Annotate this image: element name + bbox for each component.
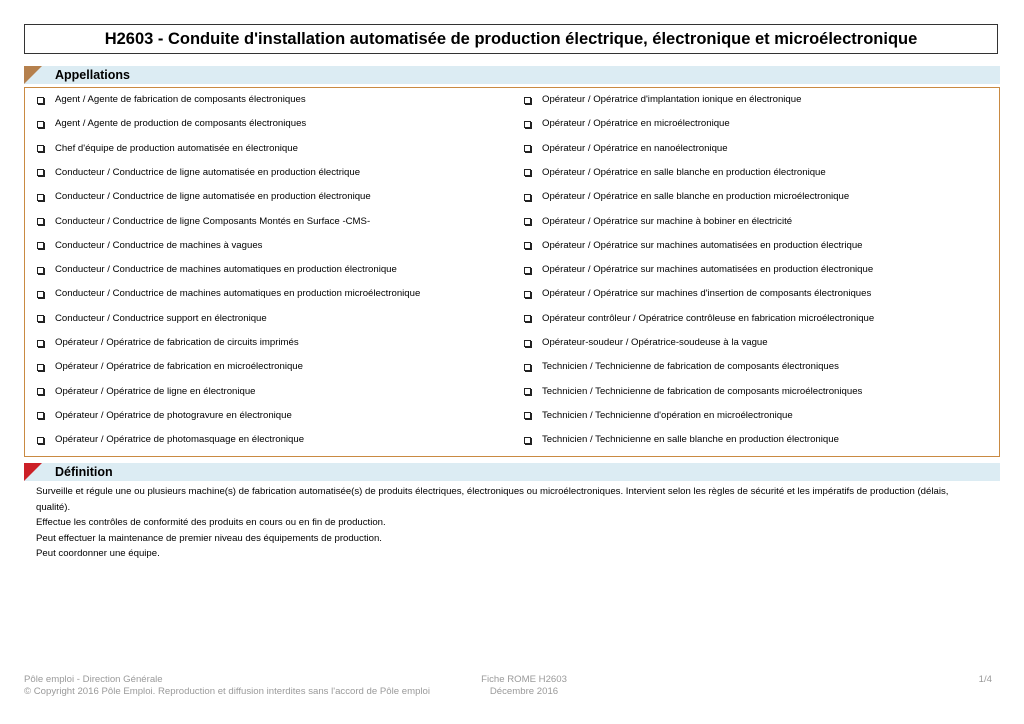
- checkbox-icon: [524, 218, 531, 225]
- appellation-label: Conducteur / Conductrice support en électronique: [55, 312, 267, 324]
- appellation-label: Opérateur / Opératrice sur machine à bobiner en électricité: [542, 215, 793, 227]
- checkbox-icon: [37, 242, 44, 249]
- checkbox-icon: [524, 340, 531, 347]
- appellation-label: Opérateur / Opératrice en salle blanche en production électronique: [542, 166, 826, 178]
- footer-center: [440, 674, 608, 697]
- appellation-label: Technicien / Technicienne de fabrication de composants microélectroniques: [542, 385, 863, 397]
- footer-copyright: © Copyright 2016 Pôle Emploi. Reproduction et diffusion interdites sans l'accord de Pôle emploi: [24, 685, 431, 697]
- appellation-label: Opérateur / Opératrice en salle blanche en production microélectronique: [542, 191, 850, 203]
- checkbox-icon: [524, 97, 531, 104]
- checkbox-icon: [37, 340, 44, 347]
- appellation-label: Chef d'équipe de production automatisée en électronique: [55, 142, 298, 154]
- checkbox-icon: [37, 364, 44, 371]
- appellations-heading: Appellations: [55, 68, 131, 82]
- appellation-label: Opérateur / Opératrice sur machines automatisées en production électronique: [542, 264, 874, 276]
- appellations-header: [24, 66, 1000, 84]
- definition-paragraph: Peut effectuer la maintenance de premier niveau des équipements de production.: [36, 532, 382, 544]
- footer-date: Décembre 2016: [489, 685, 559, 697]
- appellation-label: Opérateur / Opératrice de ligne en électronique: [55, 385, 256, 397]
- appellation-label: Conducteur / Conductrice de ligne automatisée en production électrique: [55, 166, 361, 178]
- checkbox-icon: [37, 267, 44, 274]
- checkbox-icon: [37, 291, 44, 298]
- definition-paragraph: Peut coordonner une équipe.: [36, 548, 160, 559]
- checkbox-icon: [37, 218, 44, 225]
- appellation-label: Agent / Agente de production de composants électroniques: [55, 118, 307, 130]
- appellation-label: Technicien / Technicienne d'opération en microélectronique: [542, 409, 793, 421]
- checkbox-icon: [524, 388, 531, 395]
- appellation-label: Opérateur / Opératrice de photogravure en électronique: [55, 409, 292, 421]
- definition-paragraph: Effectue les contrôles de conformité des produits en cours ou en fin de production.: [36, 517, 386, 528]
- appellation-label: Conducteur / Conductrice de ligne automatisée en production électronique: [55, 191, 371, 203]
- checkbox-icon: [37, 194, 44, 201]
- checkbox-icon: [37, 315, 44, 322]
- checkbox-icon: [37, 97, 44, 104]
- checkbox-icon: [37, 145, 44, 152]
- checkbox-icon: [524, 121, 531, 128]
- checkbox-icon: [524, 437, 531, 444]
- definition-header: [24, 463, 1000, 481]
- checkbox-icon: [37, 121, 44, 128]
- appellation-label: Conducteur / Conductrice de ligne Composants Montés en Surface -CMS-: [55, 215, 371, 227]
- checkbox-icon: [37, 437, 44, 444]
- checkbox-icon: [524, 145, 531, 152]
- checkbox-icon: [524, 364, 531, 371]
- appellation-label: Conducteur / Conductrice de machines automatiques en production électronique: [55, 264, 397, 276]
- checkbox-icon: [524, 291, 531, 298]
- definition-paragraph: Surveille et régule une ou plusieurs machine(s) de fabrication automatisée(s) de produits électriques, électroniques ou microélectroniques. Intervient selon les règles de sécurité et les impératifs de production (délais, qualité).: [36, 486, 949, 513]
- appellations-list: [24, 87, 1000, 457]
- checkbox-icon: [37, 388, 44, 395]
- footer-page-number: 1/4: [978, 674, 992, 685]
- appellation-label: Opérateur / Opératrice sur machines automatisées en production électrique: [542, 239, 863, 251]
- appellation-label: Conducteur / Conductrice de machines à vagues: [55, 239, 263, 251]
- appellation-label: Agent / Agente de fabrication de composants électroniques: [55, 94, 306, 105]
- appellation-label: Opérateur contrôleur / Opératrice contrôleuse en fabrication microélectronique: [542, 312, 875, 324]
- section-triangle-icon: [24, 66, 42, 84]
- footer-left: [24, 674, 430, 697]
- checkbox-icon: [524, 267, 531, 274]
- footer-fiche: Fiche ROME H2603: [481, 674, 567, 685]
- checkbox-icon: [524, 194, 531, 201]
- appellation-label: Opérateur / Opératrice de photomasquage en électronique: [55, 434, 305, 446]
- definition-heading: Définition: [55, 465, 113, 479]
- appellation-label: Conducteur / Conductrice de machines automatiques en production microélectronique: [55, 288, 421, 300]
- checkbox-icon: [524, 315, 531, 322]
- definition-text: [36, 484, 976, 562]
- appellation-label: Opérateur / Opératrice en microélectronique: [542, 118, 730, 130]
- checkbox-icon: [524, 242, 531, 249]
- appellation-label: Opérateur / Opératrice en nanoélectronique: [542, 142, 728, 154]
- appellation-label: Opérateur / Opératrice d'implantation ionique en électronique: [542, 94, 802, 105]
- page-title: H2603 - Conduite d'installation automatisée de production électrique, électronique et microélectronique: [24, 24, 998, 54]
- footer-org: Pôle emploi - Direction Générale: [24, 674, 163, 685]
- checkbox-icon: [524, 169, 531, 176]
- appellation-label: Opérateur / Opératrice de fabrication en microélectronique: [55, 361, 303, 373]
- appellation-label: Opérateur / Opératrice de fabrication de circuits imprimés: [55, 337, 299, 348]
- appellation-label: Opérateur / Opératrice sur machines d'insertion de composants électroniques: [542, 288, 872, 300]
- appellation-label: Opérateur-soudeur / Opératrice-soudeuse à la vague: [542, 337, 768, 348]
- appellation-label: Technicien / Technicienne de fabrication de composants électroniques: [542, 361, 839, 373]
- appellation-label: Technicien / Technicienne en salle blanche en production électronique: [542, 434, 839, 446]
- checkbox-icon: [524, 412, 531, 419]
- checkbox-icon: [37, 169, 44, 176]
- checkbox-icon: [37, 412, 44, 419]
- section-triangle-icon: [24, 463, 42, 481]
